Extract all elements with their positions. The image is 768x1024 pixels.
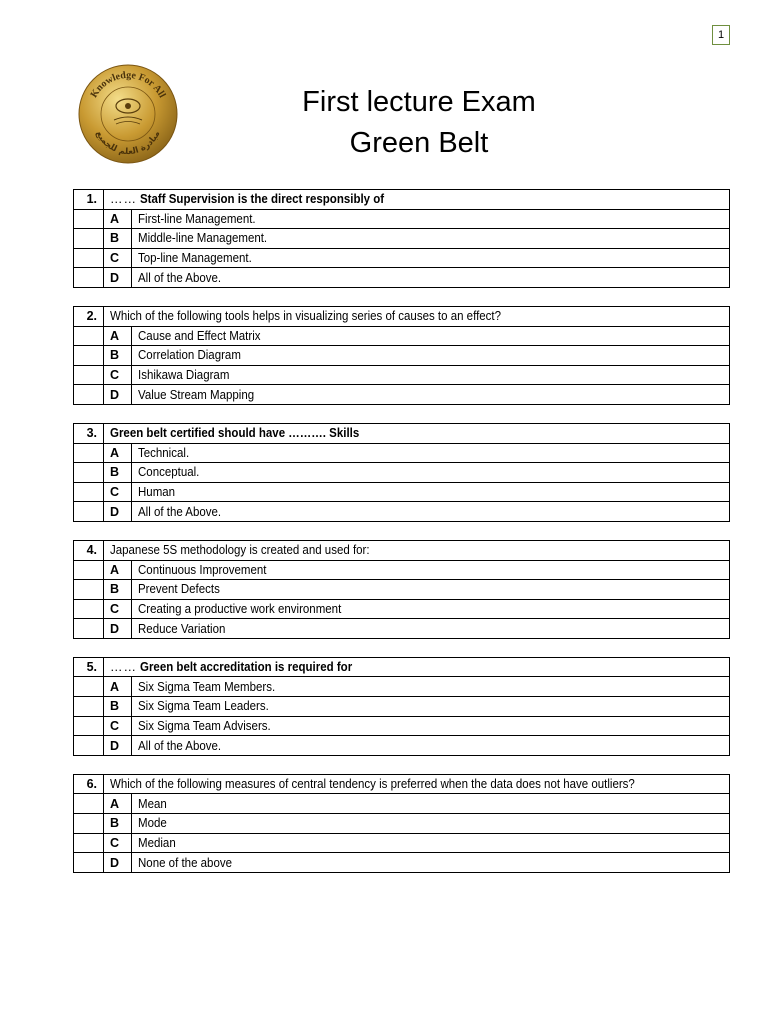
blank-cell: [74, 619, 104, 639]
option-cell: [132, 853, 730, 873]
questions-list: [73, 189, 729, 891]
option-cell: [132, 209, 730, 229]
blank-cell: [74, 463, 104, 483]
option-letter: D: [104, 736, 132, 756]
question-number: 2.: [74, 306, 104, 326]
question-row: [74, 657, 730, 677]
question-label: Japanese 5S methodology is created and used for:: [110, 543, 370, 558]
question-text: [104, 774, 730, 794]
logo-bottom-text: مبادرة العلم للجميع: [93, 129, 163, 158]
option-text: Continuous Improvement: [138, 562, 267, 577]
question-text: [104, 190, 730, 210]
blank-cell: [74, 268, 104, 288]
blank-cell: [74, 560, 104, 580]
option-row: [74, 365, 730, 385]
option-letter: D: [104, 385, 132, 405]
option-cell: [132, 697, 730, 717]
blank-cell: [74, 677, 104, 697]
option-row: [74, 736, 730, 756]
option-letter: D: [104, 619, 132, 639]
exam-title: [230, 82, 608, 164]
option-text: None of the above: [138, 855, 232, 870]
question-text: [104, 423, 730, 443]
question-text: [104, 306, 730, 326]
option-cell: [132, 229, 730, 249]
blank-cell: [74, 853, 104, 873]
question-label: Green belt accreditation is required for: [140, 660, 353, 675]
option-row: [74, 346, 730, 366]
question-prefix: ……: [110, 660, 137, 675]
option-letter: A: [104, 560, 132, 580]
option-text: All of the Above.: [138, 738, 222, 753]
option-letter: A: [104, 326, 132, 346]
option-letter: B: [104, 229, 132, 249]
option-row: [74, 560, 730, 580]
option-row: [74, 443, 730, 463]
question-2: [73, 306, 730, 405]
option-cell: [132, 833, 730, 853]
option-text: Mode: [138, 816, 167, 831]
option-cell: [132, 268, 730, 288]
option-letter: B: [104, 463, 132, 483]
option-row: [74, 697, 730, 717]
option-text: Human: [138, 485, 176, 500]
option-text: Creating a productive work environment: [138, 601, 342, 616]
option-letter: A: [104, 677, 132, 697]
option-text: Value Stream Mapping: [138, 387, 255, 402]
option-text: Reduce Variation: [138, 621, 226, 636]
option-text: Six Sigma Team Leaders.: [138, 699, 269, 714]
option-letter: B: [104, 814, 132, 834]
logo-top-text: Knowledge For All: [88, 69, 168, 100]
option-cell: [132, 560, 730, 580]
blank-cell: [74, 736, 104, 756]
question-label: Which of the following measures of central tendency is preferred when the data does not have outliers?: [110, 777, 635, 792]
question-row: [74, 540, 730, 560]
option-letter: D: [104, 502, 132, 522]
option-row: [74, 502, 730, 522]
blank-cell: [74, 697, 104, 717]
title-line-2: Green Belt: [349, 127, 489, 159]
option-letter: A: [104, 443, 132, 463]
option-letter: C: [104, 248, 132, 268]
option-letter: D: [104, 853, 132, 873]
question-number: 1.: [74, 190, 104, 210]
option-cell: [132, 463, 730, 483]
option-text: First-line Management.: [138, 211, 256, 226]
option-text: All of the Above.: [138, 270, 222, 285]
question-row: [74, 423, 730, 443]
option-cell: [132, 794, 730, 814]
option-row: [74, 268, 730, 288]
option-letter: B: [104, 697, 132, 717]
question-label: Green belt certified should have ………. Skills: [110, 426, 360, 441]
option-cell: [132, 716, 730, 736]
blank-cell: [74, 833, 104, 853]
option-cell: [132, 365, 730, 385]
blank-cell: [74, 443, 104, 463]
blank-cell: [74, 365, 104, 385]
blank-cell: [74, 346, 104, 366]
option-text: Six Sigma Team Members.: [138, 679, 276, 694]
option-row: [74, 619, 730, 639]
option-text: Median: [138, 835, 176, 850]
blank-cell: [74, 716, 104, 736]
question-row: [74, 190, 730, 210]
option-letter: C: [104, 716, 132, 736]
option-cell: [132, 502, 730, 522]
option-row: [74, 229, 730, 249]
option-row: [74, 677, 730, 697]
blank-cell: [74, 209, 104, 229]
option-cell: [132, 346, 730, 366]
question-row: [74, 774, 730, 794]
option-text: Cause and Effect Matrix: [138, 328, 261, 343]
question-row: [74, 306, 730, 326]
option-text: Top-line Management.: [138, 251, 252, 266]
question-prefix: ……: [110, 192, 137, 207]
option-row: [74, 794, 730, 814]
blank-cell: [74, 794, 104, 814]
option-row: [74, 814, 730, 834]
question-number: 4.: [74, 540, 104, 560]
option-letter: D: [104, 268, 132, 288]
question-number: 5.: [74, 657, 104, 677]
option-letter: C: [104, 833, 132, 853]
option-text: Mean: [138, 796, 167, 811]
option-row: [74, 463, 730, 483]
question-text: [104, 540, 730, 560]
option-letter: C: [104, 482, 132, 502]
option-row: [74, 599, 730, 619]
blank-cell: [74, 502, 104, 522]
option-letter: B: [104, 580, 132, 600]
title-line-1: First lecture Exam: [302, 86, 536, 118]
option-row: [74, 326, 730, 346]
question-label: Staff Supervision is the direct responsibly of: [140, 192, 385, 207]
question-5: [73, 657, 730, 756]
blank-cell: [74, 326, 104, 346]
option-text: Conceptual.: [138, 465, 200, 480]
blank-cell: [74, 599, 104, 619]
option-letter: A: [104, 209, 132, 229]
option-text: Middle-line Management.: [138, 231, 268, 246]
blank-cell: [74, 482, 104, 502]
blank-cell: [74, 385, 104, 405]
option-letter: C: [104, 599, 132, 619]
option-row: [74, 385, 730, 405]
option-cell: [132, 599, 730, 619]
question-number: 6.: [74, 774, 104, 794]
option-cell: [132, 619, 730, 639]
option-text: Correlation Diagram: [138, 348, 241, 363]
question-text: [104, 657, 730, 677]
option-text: Ishikawa Diagram: [138, 368, 230, 383]
question-6: [73, 774, 730, 873]
question-number: 3.: [74, 423, 104, 443]
option-text: Technical.: [138, 445, 190, 460]
option-row: [74, 853, 730, 873]
option-text: Prevent Defects: [138, 582, 220, 597]
option-row: [74, 716, 730, 736]
option-cell: [132, 677, 730, 697]
page-number: 1: [712, 25, 730, 45]
option-cell: [132, 814, 730, 834]
knowledge-for-all-logo: [78, 64, 178, 164]
blank-cell: [74, 229, 104, 249]
option-cell: [132, 248, 730, 268]
option-row: [74, 209, 730, 229]
option-row: [74, 580, 730, 600]
option-cell: [132, 736, 730, 756]
option-letter: C: [104, 365, 132, 385]
question-3: [73, 423, 730, 522]
option-cell: [132, 482, 730, 502]
option-cell: [132, 326, 730, 346]
blank-cell: [74, 248, 104, 268]
option-row: [74, 482, 730, 502]
option-cell: [132, 385, 730, 405]
blank-cell: [74, 814, 104, 834]
question-4: [73, 540, 730, 639]
blank-cell: [74, 580, 104, 600]
option-cell: [132, 580, 730, 600]
option-row: [74, 833, 730, 853]
option-text: All of the Above.: [138, 504, 222, 519]
option-letter: A: [104, 794, 132, 814]
option-text: Six Sigma Team Advisers.: [138, 718, 271, 733]
option-letter: B: [104, 346, 132, 366]
option-cell: [132, 443, 730, 463]
question-1: [73, 189, 730, 288]
question-label: Which of the following tools helps in visualizing series of causes to an effect?: [110, 309, 501, 324]
option-row: [74, 248, 730, 268]
